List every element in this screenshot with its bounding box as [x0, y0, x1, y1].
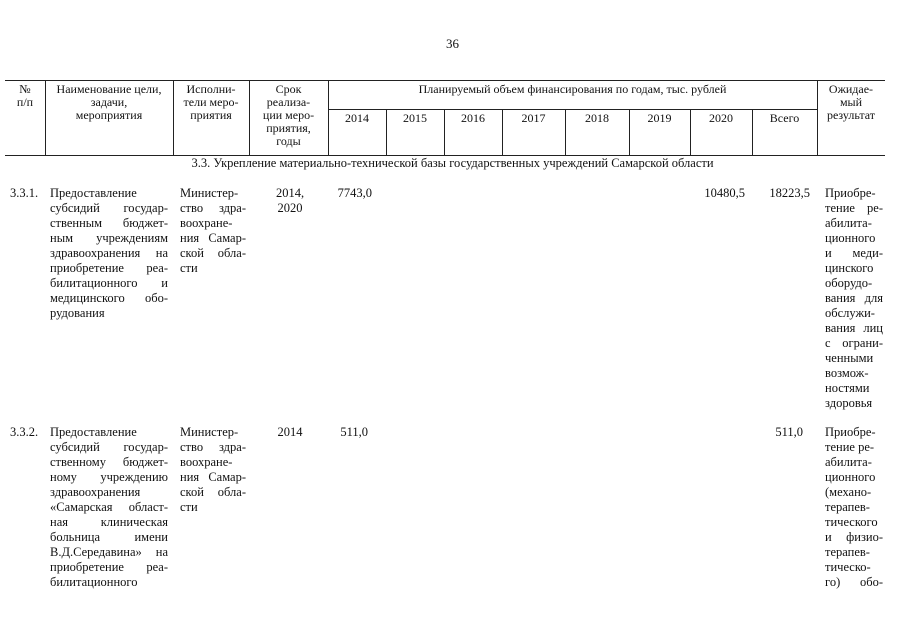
row-name: Предоставление субсидий государ- ственному бюджет- ному учреждению здравоохранения «Самарская област- ная клиническая больница имени В.Д.Середавина» на приобретение реа- билитационного: [50, 425, 168, 589]
header-year-2014: 2014: [345, 111, 369, 125]
header-year-2017: 2017: [521, 111, 546, 125]
header-result: Ожидае- мый результат: [826, 82, 876, 122]
header-year-2020: 2020: [709, 111, 733, 125]
row-value-2014: 511,0: [340, 425, 368, 439]
row-value-total: 18223,5: [769, 186, 810, 200]
header-num: № п/п: [16, 82, 34, 109]
header-term: Срок реализа- ции меро- приятия, годы: [262, 82, 315, 148]
header-year-2018: 2018: [585, 111, 609, 125]
header-name: Наименование цели, задачи, мероприятия: [56, 82, 162, 122]
table-header: [0, 80, 905, 156]
row-name: Предоставление субсидий государ- ственным бюджет- ным учреждениям здравоохранения на приобретение реа- билитационного и медицинского обо- рудования: [50, 186, 168, 320]
row-number: 3.3.1.: [10, 186, 39, 200]
page-number: 36: [446, 36, 459, 51]
row-term: 2014: [277, 425, 303, 439]
header-total: Всего: [769, 111, 800, 125]
row-value-total: 511,0: [775, 425, 803, 439]
header-year-2015: 2015: [403, 111, 427, 125]
header-finance: Планируемый объем финансирования по годам, тыс. рублей: [418, 82, 727, 96]
row-number: 3.3.2.: [10, 425, 39, 439]
header-year-2019: 2019: [647, 111, 672, 125]
header-year-2016: 2016: [461, 111, 485, 125]
row-executor: Министер- ство здра- воохране- ния Самар- ской обла- сти: [180, 425, 246, 514]
row-value-2020: 10480,5: [704, 186, 745, 200]
row-result: Приобре- тение ре- абилита- ционного (механо- терапев- тического и физио- терапев- тическо- го) обо-: [825, 425, 883, 589]
row-result: Приобре- тение ре- абилита- ционного и меди- цинского оборудо- вания для обслужи- вания лиц с ограни- ченными возмож- ностями здоровья: [825, 186, 883, 410]
section-title: 3.3. Укрепление материально-технической базы государственных учреждений Самарской области: [191, 156, 714, 170]
header-executor: Исполни- тели меро- приятия: [183, 82, 239, 122]
row-value-2014: 7743,0: [337, 186, 372, 200]
row-executor: Министер- ство здра- воохране- ния Самар- ской обла- сти: [180, 186, 246, 275]
row-term: 2014, 2020: [275, 186, 305, 215]
